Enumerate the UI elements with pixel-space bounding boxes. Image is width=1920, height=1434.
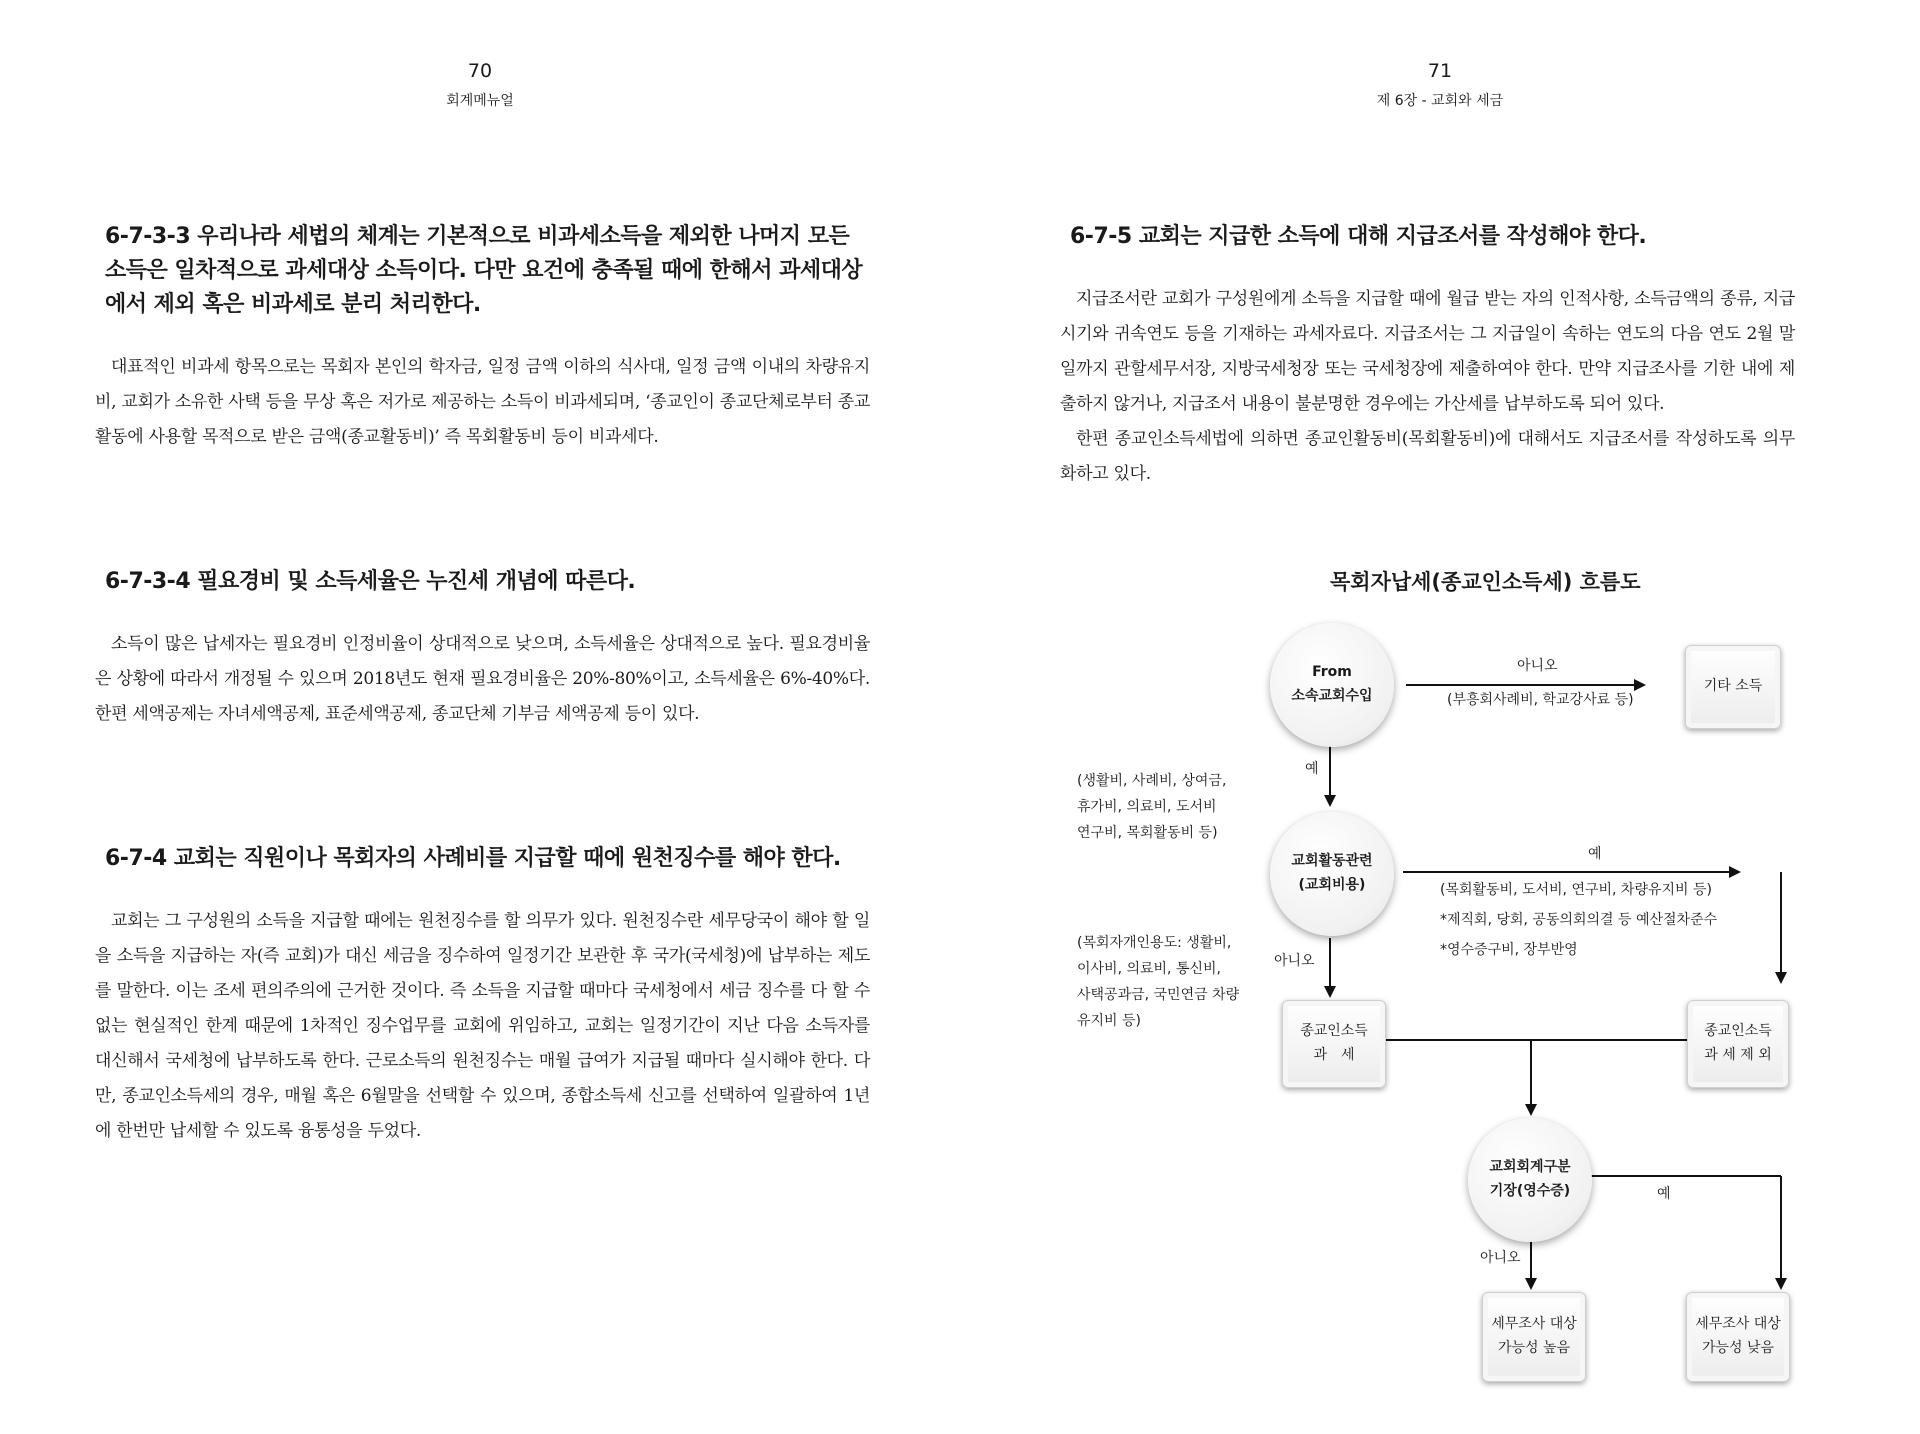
edge-label-yes-3: 예 xyxy=(1657,1186,1671,1202)
connector-start-to-other xyxy=(1406,684,1634,686)
node-exempt-line2: 과 세 제 외 xyxy=(1704,1047,1772,1063)
side-note-2-line3: 사택공과금, 국민연금 차량 xyxy=(1077,987,1240,1003)
side-note-personal-use xyxy=(1077,930,1239,1034)
node-ledger-line2: 기장(영수증) xyxy=(1489,1183,1571,1199)
node-taxable xyxy=(1282,1000,1386,1088)
connector-ledger-yes-down xyxy=(1780,1176,1782,1278)
connector-activity-to-taxable xyxy=(1329,938,1331,986)
connector-activity-to-right xyxy=(1403,871,1729,873)
side-note-1-line3: 연구비, 목회활동비 등) xyxy=(1077,825,1218,841)
node-audit-low-line1: 세무조사 대상 xyxy=(1695,1316,1781,1333)
node-taxable-line1: 종교인소득 xyxy=(1300,1023,1368,1040)
section-heading-6-7-4: 6-7-4 교회는 직원이나 목회자의 사례비를 지급할 때에 원천징수를 해야 한다. xyxy=(105,846,841,872)
section-body-6-7-3-4: 소득이 많은 납세자는 필요경비 인정비율이 상대적으로 낮으며, 소득세율은 상대적으로 높다. 필요경비율은 상황에 따라서 개정될 수 있으며 2018년도 현재 필요경비율은 20%-80%이고, 소득세율은 6%-40%다. 한편 세액공제는 자녀세액공제, 표준세액공제, 종교단체 기부금 세액공제 등이 있다. xyxy=(95,634,870,725)
arrow-down-icon xyxy=(1775,1278,1787,1290)
running-title-left: 회계메뉴얼 xyxy=(446,93,514,109)
running-title-right: 제 6장 - 교회와 세금 xyxy=(1376,93,1504,109)
edge-label-yes-2: 예 xyxy=(1588,846,1602,862)
node-audit-high-line1: 세무조사 대상 xyxy=(1491,1316,1577,1333)
tax-flow-diagram xyxy=(960,0,1920,1434)
edge-note-yes-2-a: (목회활동비, 도서비, 연구비, 차량유지비 등) xyxy=(1440,882,1712,898)
connector-to-ledger xyxy=(1530,1040,1532,1104)
node-taxable-line2: 과 세 xyxy=(1313,1047,1355,1063)
connector-right-down-to-exempt xyxy=(1780,872,1782,972)
node-audit-low xyxy=(1686,1292,1790,1382)
node-other-income-label: 기타 소득 xyxy=(1703,678,1763,695)
section-body-6-7-5-p2: 한편 종교인소득세법에 의하면 종교인활동비(목회활동비)에 대해서도 지급조서를 작성하도록 의무화하고 있다. xyxy=(1060,429,1795,485)
diagram-title: 목회자납세(종교인소득세) 흐름도 xyxy=(1330,570,1641,594)
left-page-header xyxy=(0,60,960,110)
section-body-6-7-5-p1: 지급조서란 교회가 구성원에게 소득을 지급할 때에 월급 받는 자의 인적사항, 소득금액의 종류, 지급시기와 귀속연도 등을 기재하는 과세자료다. 지급조서는 그 지급일이 속하는 연도의 다음 연도 2월 말일까지 관할세무서장, 지방국세청장 또는 국세청장에 제출하여야 한다. 만약 지급조사를 기한 내에 제출하지 않거나, 지급조서 내용이 불분명한 경우에는 가산세를 납부하도록 되어 있다. xyxy=(1060,289,1795,415)
edge-note-yes-2-b: *제직회, 당회, 공동의회의결 등 예산절차준수 xyxy=(1440,912,1718,928)
node-activity-line1: 교회활동관련 xyxy=(1291,853,1373,870)
node-tax-exempt xyxy=(1687,1000,1789,1088)
side-note-2-line1: (목회자개인용도: 생활비, xyxy=(1077,935,1232,951)
edge-note-no-1: (부흥회사례비, 학교강사료 등) xyxy=(1447,692,1634,708)
arrow-right-icon xyxy=(1634,679,1646,691)
edge-note-yes-2-c: *영수증구비, 장부반영 xyxy=(1440,942,1578,958)
arrow-down-icon xyxy=(1525,1278,1537,1290)
page-number-left: 70 xyxy=(467,60,493,82)
node-start-church-income xyxy=(1270,623,1394,747)
node-church-activity xyxy=(1270,812,1394,936)
connector-start-to-activity xyxy=(1329,745,1331,795)
side-note-income-items xyxy=(1077,768,1226,846)
connector-ledger-yes xyxy=(1588,1175,1781,1177)
edge-label-no-1: 아니오 xyxy=(1517,658,1558,674)
edge-label-no-3: 아니오 xyxy=(1480,1250,1521,1266)
arrow-down-icon xyxy=(1525,1104,1537,1116)
side-note-1-line2: 휴가비, 의료비, 도서비 xyxy=(1077,799,1217,815)
section-body-6-7-4: 교회는 그 구성원의 소득을 지급할 때에는 원천징수를 할 의무가 있다. 원천징수란 세무당국이 해야 할 일을 소득을 지급하는 자(즉 교회)가 대신 세금을 징수하여 일정기간 보관한 후 국가(국세청)에 납부하는 제도를 말한다. 이는 조세 편의주의에 근거한 것이다. 즉 소득을 지급할 때마다 국세청에서 세금 징수를 다 할 수 없는 현실적인 한계 때문에 1차적인 징수업무를 교회에 위임하고, 교회는 일정기간이 지난 다음 소득자를 대신해서 국세청에 납부하도록 한다. 근로소득의 원천징수는 매월 급여가 지급될 때마다 실시해야 한다. 다만, 종교인소득세의 경우, 매월 혹은 6월말을 선택할 수 있으며, 종합소득세 신고를 선택하여 일괄하여 1년에 한번만 납세할 수 있도록 융통성을 두었다. xyxy=(95,911,870,1142)
side-note-2-line2: 이사비, 의료비, 통신비, xyxy=(1077,961,1221,977)
right-page xyxy=(960,0,1920,1434)
left-content xyxy=(95,220,870,1149)
arrow-down-icon xyxy=(1324,986,1336,998)
edge-label-no-2: 아니오 xyxy=(1274,953,1315,969)
side-note-1-line1: (생활비, 사례비, 상여금, xyxy=(1077,773,1227,789)
node-activity-line2: (교회비용) xyxy=(1298,877,1366,893)
section-heading-6-7-3-3: 6-7-3-3 우리나라 세법의 체계는 기본적으로 비과세소득을 제외한 나머지 모든 소득은 일차적으로 과세대상 소득이다. 다만 요건에 충족될 때에 한해서 과세대상에서 제외 혹은 비과세로 분리 처리한다. xyxy=(105,224,863,318)
arrow-down-icon xyxy=(1324,795,1336,807)
edge-label-yes-1: 예 xyxy=(1305,761,1319,777)
section-heading-6-7-5: 6-7-5 교회는 지급한 소득에 대해 지급조서를 작성해야 한다. xyxy=(1070,224,1647,249)
node-audit-high xyxy=(1482,1292,1586,1382)
node-start-line1: From xyxy=(1312,664,1352,681)
arrow-right-icon xyxy=(1729,866,1741,878)
section-body-6-7-3-3: 대표적인 비과세 항목으로는 목회자 본인의 학자금, 일정 금액 이하의 식사대, 일정 금액 이내의 차량유지비, 교회가 소유한 사택 등을 무상 혹은 저가로 제공하는 소득이 비과세되며, ‘종교인이 종교단체로부터 종교활동에 사용할 목적으로 받은 금액(종교활동비)’ 즉 목회활동비 등이 비과세다. xyxy=(95,357,870,448)
node-exempt-line1: 종교인소득 xyxy=(1704,1023,1772,1040)
node-audit-low-line2: 가능성 낮음 xyxy=(1701,1340,1775,1356)
page-number-right: 71 xyxy=(1427,60,1453,82)
node-start-line2: 소속교회수입 xyxy=(1291,688,1373,704)
node-ledger-line1: 교회회계구분 xyxy=(1489,1159,1571,1176)
node-audit-high-line2: 가능성 높음 xyxy=(1497,1340,1571,1356)
side-note-2-line4: 유지비 등) xyxy=(1077,1013,1142,1029)
connector-ledger-no xyxy=(1530,1236,1532,1278)
node-church-ledger xyxy=(1468,1118,1592,1242)
arrow-down-icon xyxy=(1775,972,1787,984)
node-other-income xyxy=(1685,645,1781,729)
section-heading-6-7-3-4: 6-7-3-4 필요경비 및 소득세율은 누진세 개념에 따른다. xyxy=(105,569,636,595)
